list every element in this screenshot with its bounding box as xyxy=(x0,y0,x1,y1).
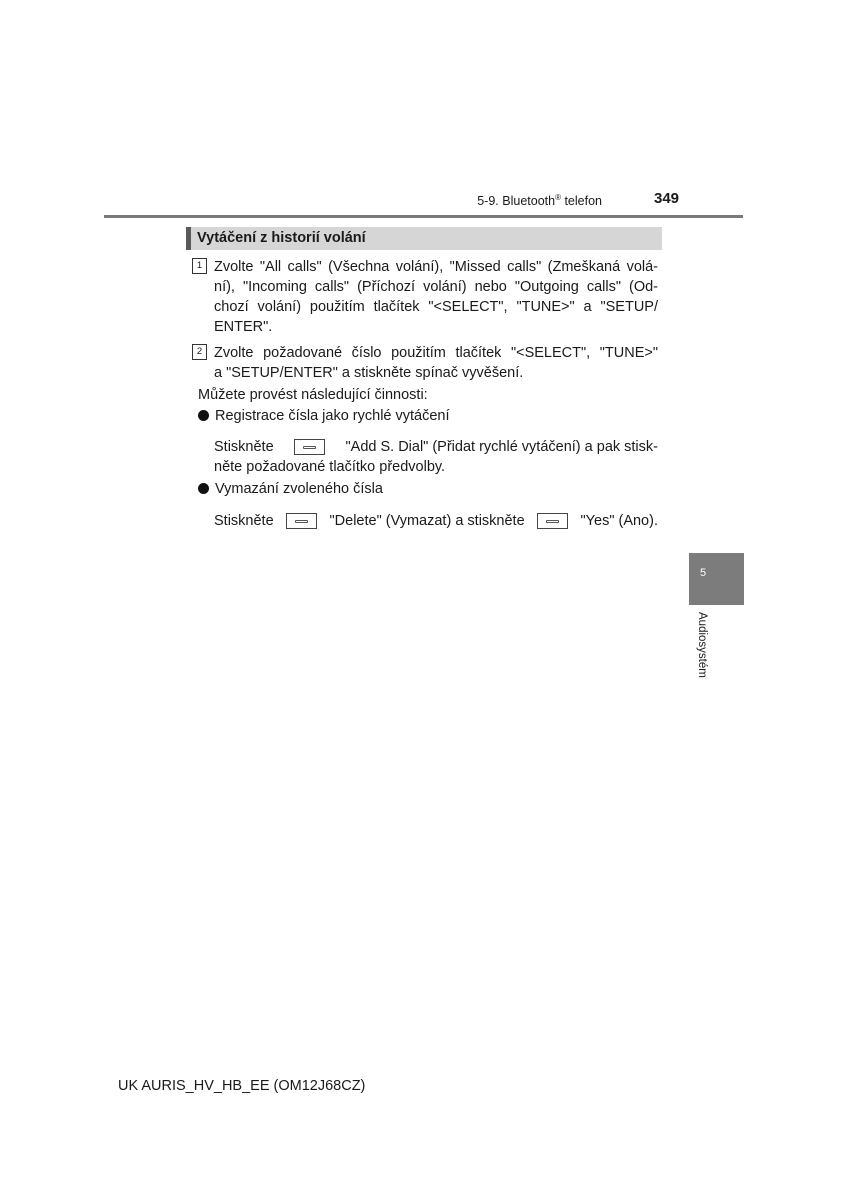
bullet-2-end-text: "Yes" (Ano). xyxy=(580,513,658,529)
bullet-1-line-1 xyxy=(214,437,658,457)
intro-text: Můžete provést následující činnosti: xyxy=(198,387,428,403)
step-number-1: 1 xyxy=(192,258,207,274)
header-section-title xyxy=(477,193,602,208)
filled-circle-icon xyxy=(198,410,209,421)
bullet-2-line-1 xyxy=(214,511,658,531)
step-1-line-4: ENTER". xyxy=(214,319,273,335)
step-2-line-2: a "SETUP/ENTER" a stiskněte spínač vyvěšení. xyxy=(214,365,524,381)
section-name: 5-9. Bluetooth xyxy=(477,194,556,209)
bullet-2-title-text: Vymazání zvoleného čísla xyxy=(215,481,383,497)
header-divider xyxy=(104,215,743,218)
menu-button-icon xyxy=(537,513,568,529)
registered-mark: ® xyxy=(555,193,561,202)
bullet-2-mid-text: "Delete" (Vymazat) a stiskněte xyxy=(329,513,525,529)
step-number-2: 2 xyxy=(192,344,207,360)
filled-circle-icon xyxy=(198,483,209,494)
menu-button-icon xyxy=(286,513,317,529)
bullet-1-title-text: Registrace čísla jako rychlé vytáčení xyxy=(215,408,450,424)
chapter-tab xyxy=(689,553,744,605)
step-1-line-1: Zvolte "All calls" (Všechna volání), "Missed calls" (Zmeškaná volá- xyxy=(214,259,658,275)
bullet-1-line-1-text: "Add S. Dial" (Přidat rychlé vytáčení) a pak stisk- xyxy=(345,439,658,455)
bullet-2-title xyxy=(198,479,383,499)
footer-code: UK AURIS_HV_HB_EE (OM12J68CZ) xyxy=(118,1078,366,1094)
bullet-1-line-2: něte požadované tlačítko předvolby. xyxy=(214,459,446,475)
step-1-line-2: ní), "Incoming calls" (Příchozí volání) nebo "Outgoing calls" (Od- xyxy=(214,279,658,295)
bullet-1-body xyxy=(214,437,658,477)
step-2-text xyxy=(214,343,658,383)
chapter-label: Audiosystém xyxy=(696,612,708,678)
bullet-2-body xyxy=(214,511,658,531)
page-number: 349 xyxy=(654,190,680,207)
section-name-suffix: telefon xyxy=(560,194,602,209)
bullet-1-title xyxy=(198,406,450,426)
step-1-line-3: chozí volání) použitím tlačítek "<SELECT", "TUNE>" a "SETUP/ xyxy=(214,299,658,315)
menu-button-icon xyxy=(294,439,325,455)
step-2-line-1: Zvolte požadované číslo použitím tlačítek "<SELECT", "TUNE>" xyxy=(214,345,658,361)
section-heading: Vytáčení z historií volání xyxy=(186,227,662,250)
step-1-text xyxy=(214,257,658,337)
bullet-1-press-label: Stiskněte xyxy=(214,439,274,455)
step-2 xyxy=(192,343,658,383)
step-1 xyxy=(192,257,658,337)
chapter-number: 5 xyxy=(700,567,707,579)
bullet-2-press-label: Stiskněte xyxy=(214,513,274,529)
